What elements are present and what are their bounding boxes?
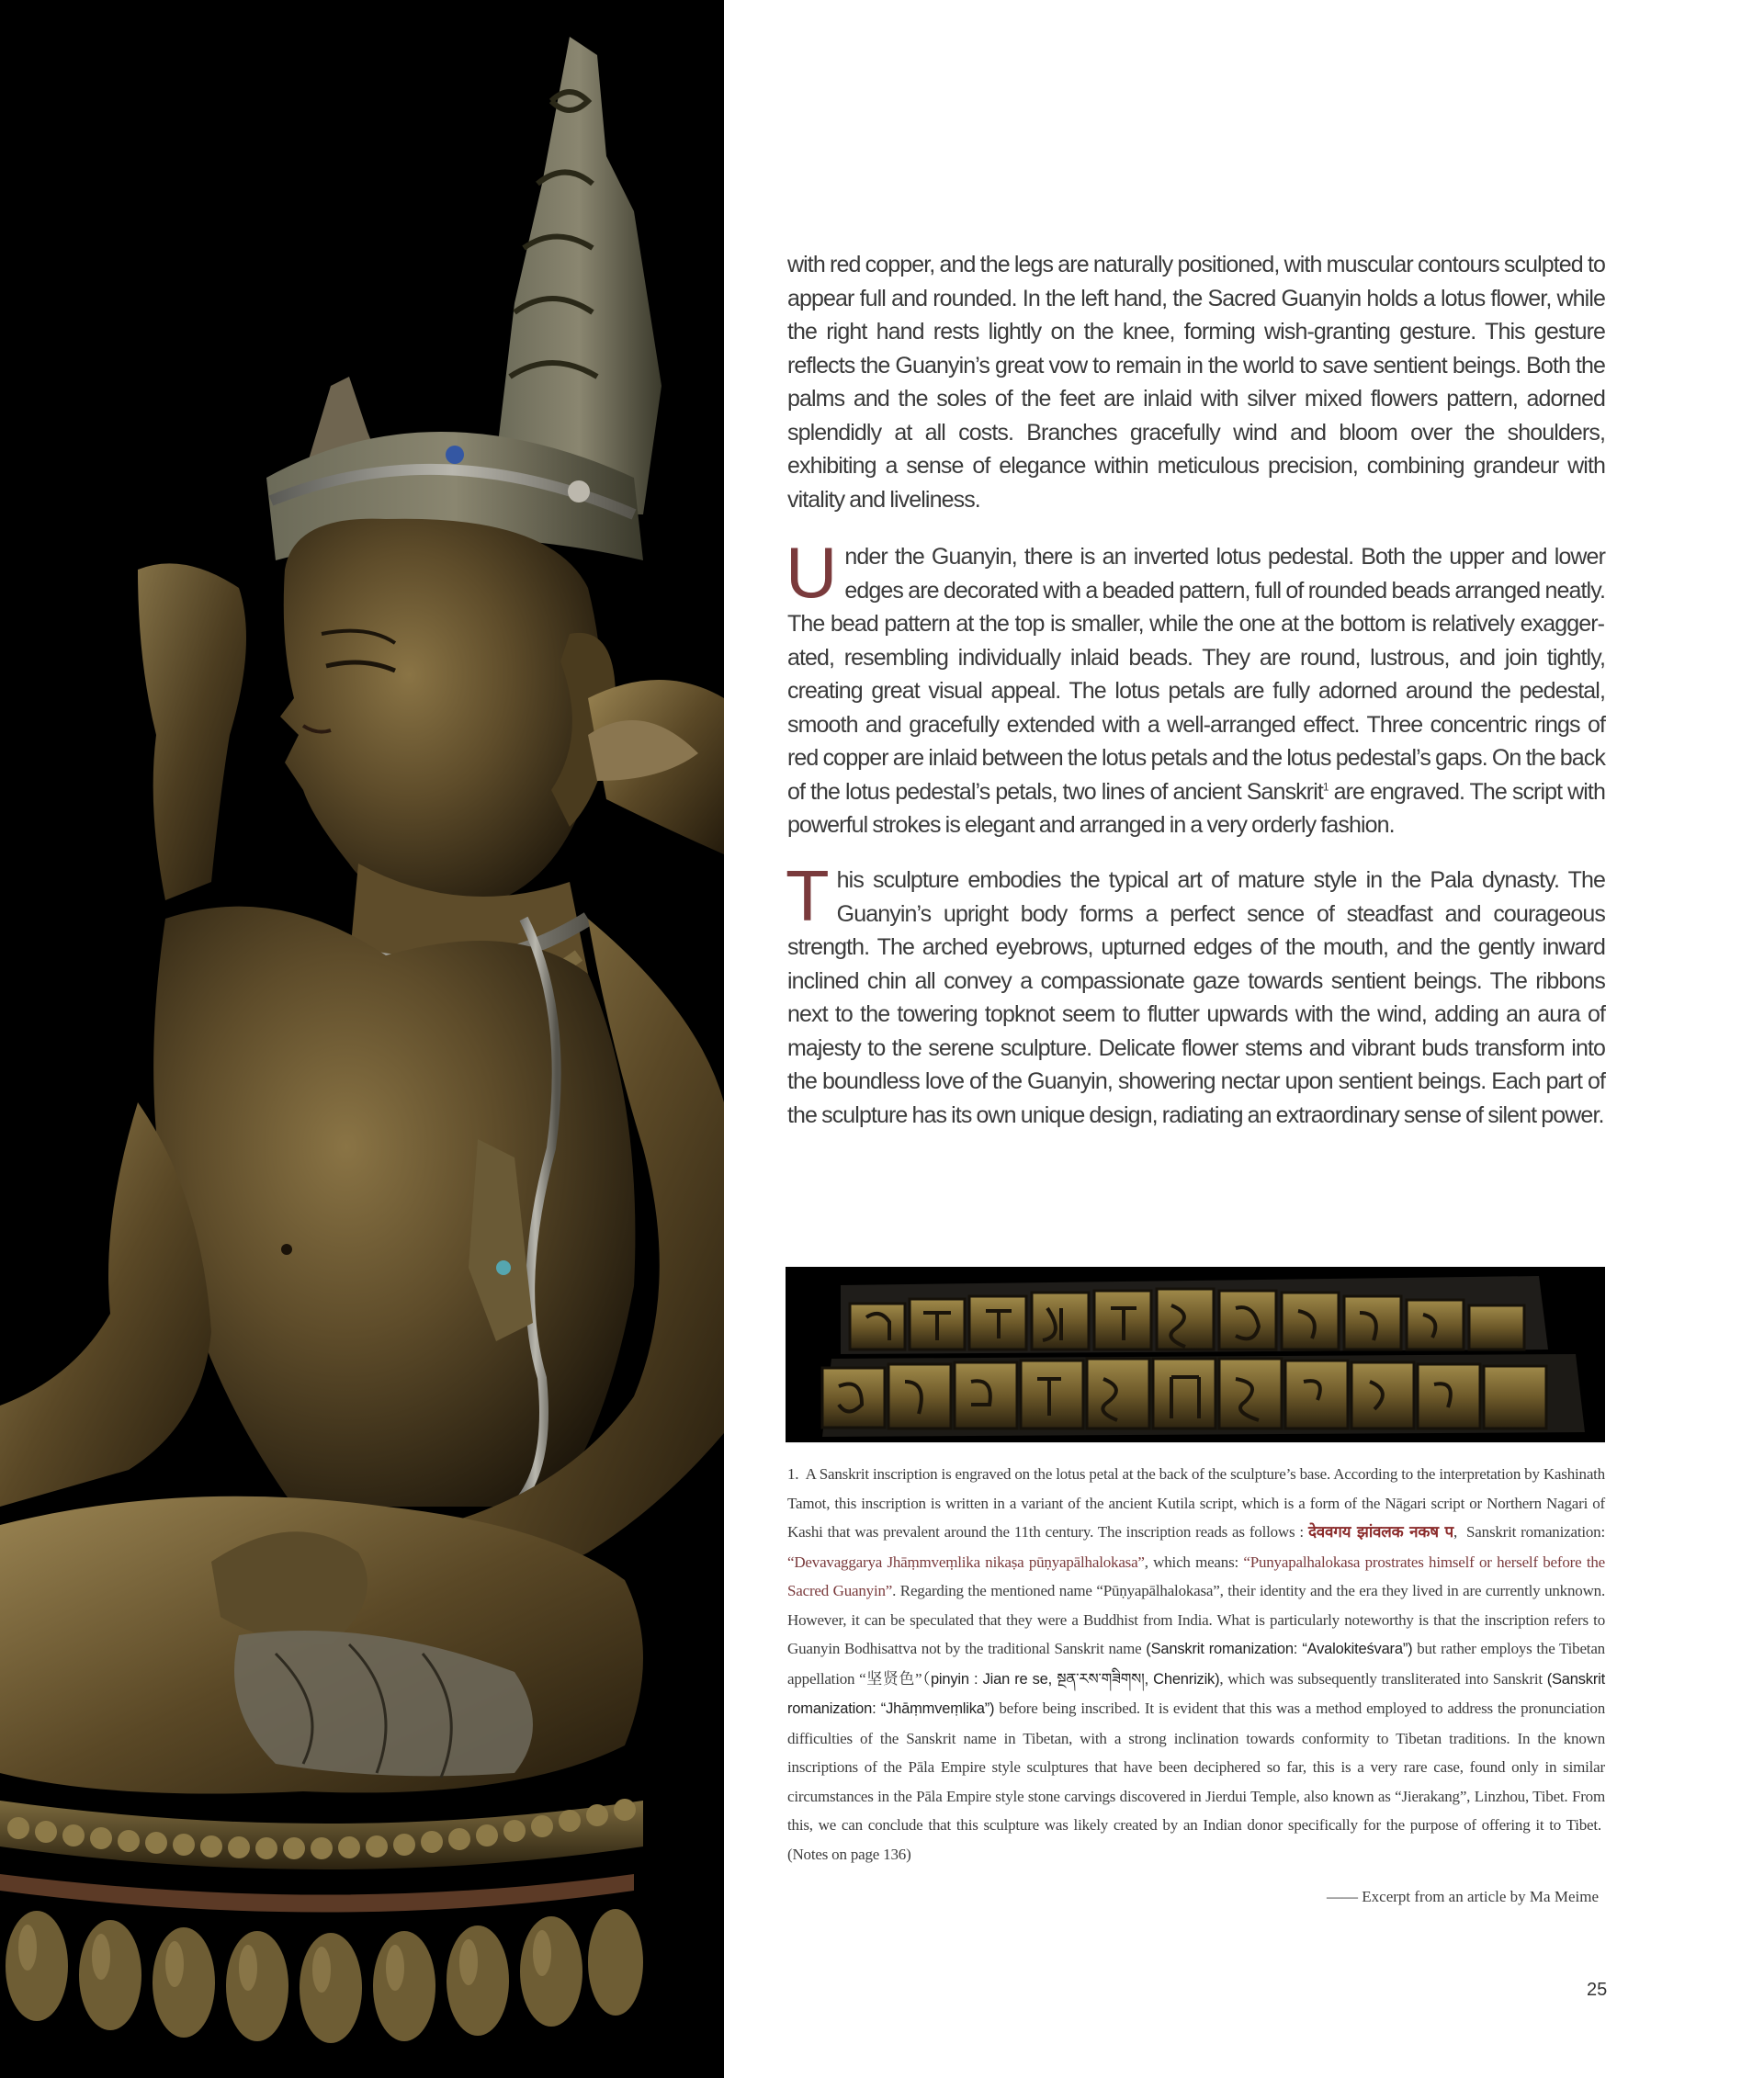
inscription-detail-photo	[786, 1267, 1605, 1442]
footnote-text-2: , Sanskrit romanization:	[1453, 1523, 1605, 1541]
footnote-ref[interactable]: 1	[1322, 780, 1329, 794]
footnote-1	[787, 1460, 1605, 1869]
paragraph-3	[786, 855, 1605, 1132]
page-number: 25	[1587, 1980, 1608, 2000]
footnote-text-5: but rather employs the Tibetan appellation	[787, 1640, 1605, 1688]
paragraph-2	[786, 532, 1605, 842]
chinese-appellation: “坚贤色”	[859, 1669, 922, 1688]
dropcap-u: U	[786, 532, 838, 613]
paragraph-3-text: his sculpture embodies the typical art of mature style in the Pala dynasty. The Guanyin’s upright body forms a perfect sence of steadfast and courageous strength. The arched eyebrows, upturned edges of the mouth, and the gently inward inclined chin all convey a compassionate gaze towards sentient beings. The ribbons next to the towering topknot seem to flutter upwards with the wind, adding an aura of majesty to the serene sculpture. Delicate flower stems and vibrant buds transform into the boundless love of the Guanyin, showering nectar upon sentient beings. Each part of the sculpture has its own unique design, radiating an extraordinary sense of silent power.	[787, 867, 1605, 1128]
sculpture-photo	[0, 0, 724, 2078]
devanagari-inscription: देववगय झांवलक नकष प	[1307, 1523, 1453, 1542]
inscription-meaning: “Punyapalhalokasa prostrates himself or herself before the Sacred Guanyin”	[787, 1553, 1605, 1599]
sculpture-illustration	[0, 0, 724, 2078]
inscription-illustration	[786, 1267, 1605, 1442]
paragraph-1	[787, 248, 1605, 516]
sanskrit-name: (Sanskrit romanization: “Avalokiteśvara”)	[1146, 1641, 1413, 1657]
paragraph-1-text: with red copper, and the legs are naturally positioned, with muscular contours sculpted to appear full and rounded. In the left hand, the Sacred Guanyin holds a lotus flower, while the right hand rests lightly on the knee, forming wish-granting gesture. This gesture reflects the Guanyin’s great vow to remain in the world to save sentient beings. Both the palms and the soles of the feet are inlaid with silver mixed flowers pattern, adorned splendidly at all costs. Branches gracefully wind and bloom over the shoulders, exhibiting a sense of elegance within meticulous precision, combining grandeur with vitality and liveliness.	[787, 252, 1605, 513]
footnote-text-1: A Sanskrit inscription is engraved on the lotus petal at the back of the sculpture’s base. According to the interpretation by Kashinath Tamot, this inscription is written in a variant of the ancient Kutila script, which is a form of the Nāgari script or Northern Nagari of Kashi that was prevalent around the 11th century. The inscription reads as follows :	[787, 1465, 1605, 1541]
romanization: “Devavaggarya Jhāṃmveṃlika nikaṣa pūṇyapālhalokasa”	[787, 1553, 1145, 1571]
dropcap-t: T	[786, 855, 830, 936]
paragraph-2-text-after: are engraved. The script with powerful strokes is elegant and arranged in a very orderly fashion.	[787, 778, 1605, 838]
footnote-text-7: before being inscribed. It is evident that this was a method employed to address the pronunciation difficulties of the Sanskrit name in Tibetan, with a strong inclination towards conformity to Tibetan traditions. In the known inscriptions of the Pāla Empire style sculptures that have been deciphered so far, this is a very rare case, found only in similar circumstances in the Pāla Empire style stone carvings discovered in Jierdui Temple, also known as “Jierakang”, Linzhou, Tibet. From this, we can conclude that this sculpture was likely created by an Indian donor specifically for the purpose of offering it to Tibet. (Notes on page 136)	[787, 1700, 1605, 1863]
footnote-text-3: , which means:	[1144, 1553, 1244, 1571]
footnote-text-6: , which was subsequently transliterated into Sanskrit	[1219, 1669, 1547, 1688]
pinyin-tibetan: （pinyin : Jian re se, སྔན་རས་གཟིགས།, Chenrizik)	[922, 1670, 1220, 1688]
attribution: —— Excerpt from an article by Ma Meime	[1327, 1888, 1599, 1905]
paragraph-2-text: nder the Guanyin, there is an inverted lotus pedestal. Both the upper and lower edges are decorated with a beaded pattern, full of rounded beads arranged neatly. The bead pattern at the top is smaller, while the one at the bottom is relatively exaggerated, resembling individually inlaid beads. They are round, lustrous, and join tightly, creating great visual appeal. The lotus petals are fully adorned around the pedestal, smooth and gracefully extended with a well-arranged effect. Three concentric rings of red copper are inlaid between the lotus petals and the lotus pedestal’s gaps. On the back of the lotus pedestal’s petals, two lines of ancient Sanskrit	[787, 544, 1605, 805]
footnote-number: 1.	[787, 1465, 799, 1483]
transliteration: (Sanskrit romanization: “Jhāṃmveṃlika”)	[787, 1670, 1606, 1717]
footnote-text-4: . Regarding the mentioned name “Pūṇyapālhalokasa”, their identity and the era they lived in are currently unknown. However, it can be speculated that they were a Buddhist from India. What is particularly noteworthy is that the inscription refers to Guanyin Bodhisattva not by the traditional Sanskrit name	[787, 1582, 1605, 1657]
